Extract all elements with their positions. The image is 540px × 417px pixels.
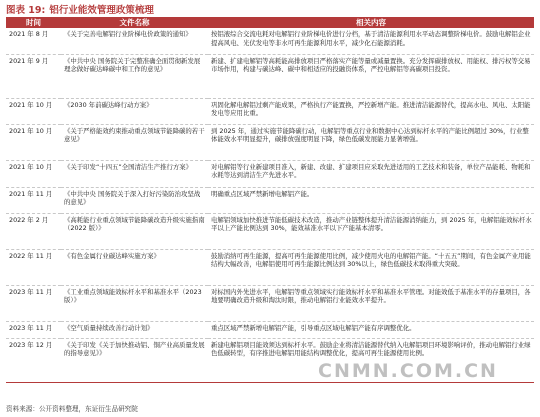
row-name: 《2030 年前碳达峰行动方案》 <box>61 98 208 124</box>
figure-title-text: 铝行业能效管理政策梳理 <box>49 5 154 16</box>
row-date: 2023 年 11 月 <box>6 285 61 321</box>
figure-title <box>6 2 154 16</box>
row-content: 电解铝领域加快推进节能低碳技术改造，推动产业链整体提升清洁能源消纳能力，到 2025 年，电解铝能效标杆水平以上产能比例达到 30%，能效基准水平以下产能基本清零。 <box>208 213 534 249</box>
source-note: 资料来源：公开资料整理，东证衍生品研究院 <box>6 405 138 413</box>
row-content: 对标国内外先进水平，电解铝等重点领域实行能效标杆水平和基准水平管理。对能效低于基准水平的存量项目，各地要明确改造升级和淘汰时限，推动电解铝行业能效水平提升。 <box>208 285 534 321</box>
row-name: 《工业重点领域能效标杆水平和基准水平（2023 版）》 <box>61 285 208 321</box>
watermark-logo: CNMN.COM.CN <box>318 360 498 382</box>
table-row <box>6 28 534 54</box>
table-row <box>6 187 534 213</box>
row-name: 《有色金属行业碳达峰实施方案》 <box>61 249 208 285</box>
table-row <box>6 249 534 285</box>
row-content: 对电解铝等行业新建项目准入，新建、改建、扩建项目应采取先进适用的工艺技术和装备，单位产品能耗、物耗和水耗等达到清洁生产先进水平。 <box>208 160 534 187</box>
row-date: 2021 年 10 月 <box>6 124 61 160</box>
row-name: 《空气质量持续改善行动计划》 <box>61 321 208 338</box>
row-name: 《中共中央 国务院关于深入打好污染防治攻坚战的意见》 <box>61 187 208 213</box>
table-row <box>6 321 534 338</box>
header-name: 文件名称 <box>61 17 208 28</box>
row-date: 2022 年 2 月 <box>6 213 61 249</box>
row-content: 按铝液综合交流电耗对电解铝行业阶梯电价进行分档，基于清洁能源利用水平动态调整阶梯电价。鼓励电解铝企业提高风电、光伏发电等非水可再生能源利用水平，减少化石能源消耗。 <box>208 28 534 54</box>
row-name: 《关于严格能效约束推动重点领域节能降碳的若干意见》 <box>61 124 208 160</box>
row-name: 《关于印发“十四五”全国清洁生产推行方案》 <box>61 160 208 187</box>
table-row <box>6 98 534 124</box>
row-content: 巩固化解电解铝过剩产能成果，严格执行产能置换，严控新增产能。推进清洁能源替代，提高水电、风电、太阳能发电等应用比重。 <box>208 98 534 124</box>
table-row <box>6 285 534 321</box>
row-date: 2021 年 10 月 <box>6 98 61 124</box>
header-content: 相关内容 <box>208 17 534 28</box>
table-row <box>6 213 534 249</box>
row-name: 《关于印发《关于加快推动铝、铜产业高质量发展的指导意见》》 <box>61 338 208 382</box>
row-date: 2021 年 8 月 <box>6 28 61 54</box>
row-content: 重点区域严禁新增电解铝产能，引导重点区域电解铝产能有序调整优化。 <box>208 321 534 338</box>
row-date: 2022 年 11 月 <box>6 249 61 285</box>
row-date: 2021 年 10 月 <box>6 160 61 187</box>
row-content: 新建、扩建电解铝等高耗能高排放项目严格落实产能等量或减量置换。充分发挥碳排放权、用能权、排污权等交易市场作用，构建与碳达峰、碳中和相适应的投融资体系，严控电解铝等高碳项目投资。 <box>208 54 534 98</box>
row-name: 《高耗能行业重点领域节能降碳改造升级实施指南（2022 版）》 <box>61 213 208 249</box>
row-date: 2021 年 9 月 <box>6 54 61 98</box>
row-date: 2021 年 11 月 <box>6 187 61 213</box>
table-header-row <box>6 17 534 28</box>
row-date: 2023 年 12 月 <box>6 338 61 382</box>
figure-number: 图表 19: <box>6 5 46 16</box>
row-date: 2023 年 11 月 <box>6 321 61 338</box>
row-content: 明确重点区域严禁新增电解铝产能。 <box>208 187 534 213</box>
header-date: 时间 <box>6 17 61 28</box>
table-row <box>6 124 534 160</box>
row-content: 到 2025 年，通过实施节能降碳行动，电解铝等重点行业和数据中心达到标杆水平的产能比例超过 30%，行业整体能效水平明显提升，碳排放强度明显下降，绿色低碳发展能力显著增强。 <box>208 124 534 160</box>
row-content: 新建电解铝项目能效须达到标杆水平。鼓励企业将清洁能源替代纳入电解铝项目环境影响评价，推动电解铝行业绿色低碳转型，有序推进电解铝用能结构调整优化，提高可再生能源使用比例。 <box>208 338 534 382</box>
policy-table <box>6 17 534 383</box>
row-content: 鼓励消纳可再生能源，提高可再生能源使用比例，减少使用火电的电解铝产能。“十五五”期间，有色金属产业用能结构大幅改善，电解铝使用可再生能源比例达到 30%以上，绿色低碳技术取得重大突破。 <box>208 249 534 285</box>
table-row <box>6 160 534 187</box>
row-name: 《中共中央 国务院关于完整准确全面贯彻新发展理念做好碳达峰碳中和工作的意见》 <box>61 54 208 98</box>
row-name: 《关于完善电解铝行业阶梯电价政策的通知》 <box>61 28 208 54</box>
table-row <box>6 54 534 98</box>
